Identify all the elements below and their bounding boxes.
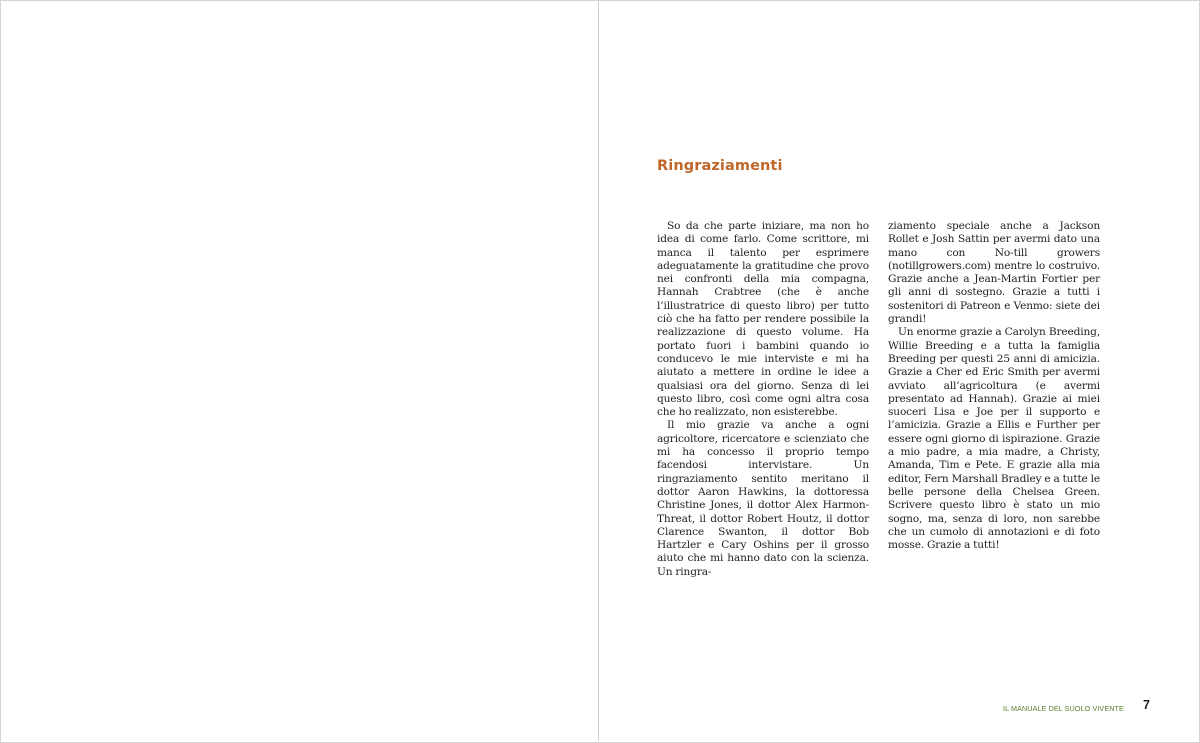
- paragraph-continuation: ziamento speciale anche a Jackson Rollet e Josh Sattin per avermi dato una mano con No-till growers (notillgrowers.com) mentre lo costruivo. Grazie anche a Jean-Martin Fortier per gli anni di sostegno. Grazie a tutti i sostenitori di Patreon e Venmo: siete dei grandi!: [888, 220, 1100, 326]
- paragraph-thanks-family: Un enorme grazie a Carolyn Breeding, Willie Breeding e a tutta la famiglia Breeding per questi 25 anni di amicizia. Grazie a Cher ed Eric Smith per avermi avviato all’agricoltura (e avermi presentato ad Hannah). Grazie ai miei suoceri Lisa e Joe per il supporto e l’amicizia. Grazie a Ellis e Further per essere ogni giorno di ispirazione. Grazie a mio padre, a mia madre, a Christy, Amanda, Tim e Pete. E grazie alla mia editor, Fern Marshall Bradley e a tutte le belle persone della Chelsea Green. Scrivere questo libro è stato un mio sogno, ma, senza di loro, non sarebbe che un cumolo di annotazioni e di foto mosse. Grazie a tutti!: [888, 326, 1100, 552]
- paragraph-gratitude-partner: So da che parte iniziare, ma non ho idea di come farlo. Come scrittore, mi manca il talento per esprimere adeguatamente la gratitudine che provo nei confronti della mia compagna, Hannah Crabtree (che è anche l’illustratrice di questo libro) per tutto ciò che ha fatto per rendere possibile la realizzazione di questo volume. Ha portato fuori i bambini quando io conducevo le mie interviste e mi ha aiutato a mettere in ordine le idee a qualsiasi ora del giorno. Senza di lei questo libro, così come ogni altra cosa che ho realizzato, non esisterebbe.: [657, 220, 869, 419]
- running-head: IL MANUALE DEL SUOLO VIVENTE: [1003, 704, 1124, 713]
- text-column-left: [657, 220, 869, 579]
- right-page: [600, 1, 1199, 741]
- paragraph-thanks-scientists: Il mio grazie va anche a ogni agricoltore, ricercatore e scienziato che mi ha concesso il proprio tempo facendosi intervistare. Un ringraziamento sentito meritano il dottor Aaron Hawkins, la dottoressa Christine Jones, il dottor Alex Harmon-Threat, il dottor Robert Houtz, il dottor Clarence Swanton, il dottor Bob Hartzler e Cary Oshins per il grosso aiuto che mi hanno dato con la scienza. Un ringra-: [657, 419, 869, 578]
- left-page-blank: [1, 1, 599, 741]
- page-number: 7: [1143, 698, 1150, 712]
- chapter-title: Ringraziamenti: [657, 158, 783, 174]
- text-column-right: [888, 220, 1100, 552]
